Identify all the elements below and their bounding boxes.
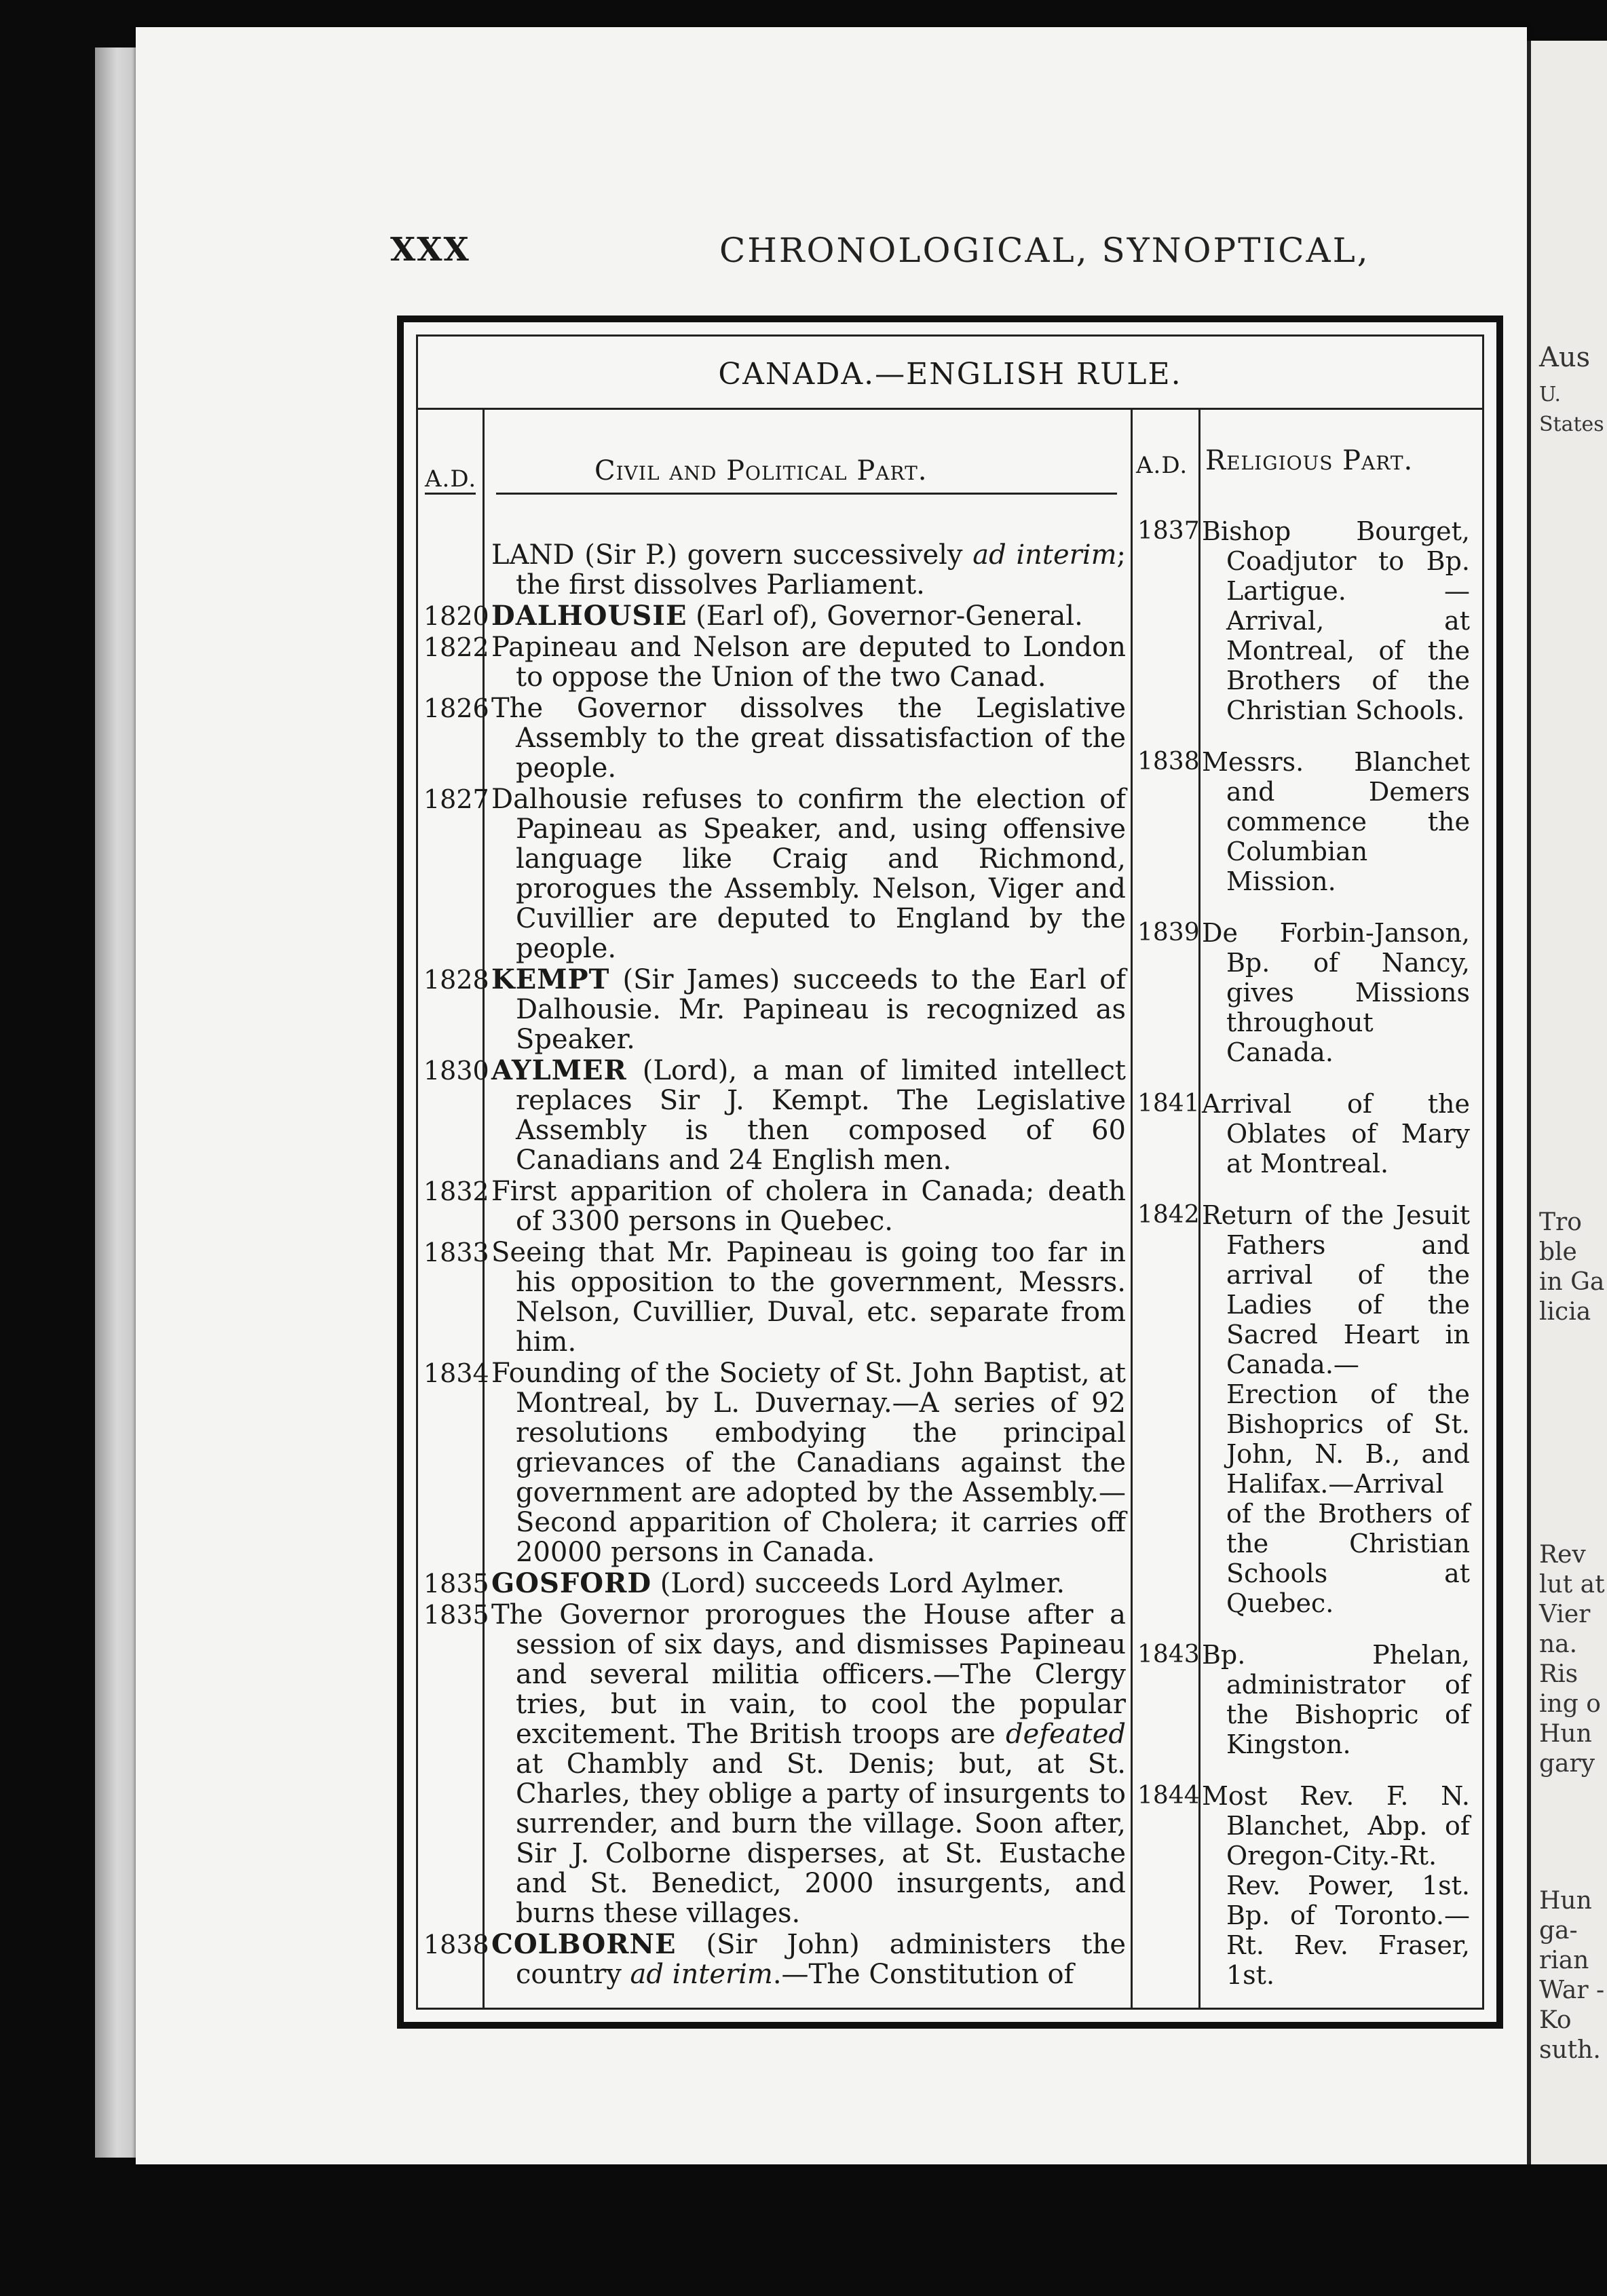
governor-name: KEMPT bbox=[491, 963, 610, 995]
entry-text: Most Rev. F. N. Blanchet, Abp. of Oregon-City.-Rt. Rev. Power, 1st. Bp. of Toronto.—Rt. Rev. Fraser, 1st. bbox=[1202, 1781, 1470, 1990]
entry-text bbox=[491, 1176, 1126, 1236]
list-item bbox=[423, 1569, 1126, 1599]
entry-text: De Forbin-Janson, Bp. of Nancy, gives Missions throughout Canada. bbox=[1202, 918, 1470, 1067]
list-item bbox=[423, 1358, 1126, 1567]
entry-text-segment: (Sir John) administers the country bbox=[516, 1929, 1126, 1990]
list-item bbox=[1137, 1640, 1470, 1780]
column-header-ad: A.D. bbox=[425, 465, 477, 493]
entry-year: 1835 bbox=[423, 1569, 489, 1599]
entry-text-segment: Founding of the Society of St. John Baptist, at Montreal, by L. Duvernay.—A series of 92 resolutions embodying the principal grievances of the Canadians against the government are adopted by the Assembly.—Second apparition of Cholera; it carries off 20000 persons in Canada. bbox=[491, 1358, 1126, 1568]
list-item bbox=[423, 1176, 1126, 1236]
entry-year: 1828 bbox=[423, 965, 489, 995]
column-header-civil: Civil and Political Part. bbox=[594, 455, 928, 486]
entry-text bbox=[491, 1056, 1126, 1175]
entry-text-segment: Seeing that Mr. Papineau is going too far in his opposition to the government, Messrs. Nelson, Cuvillier, Duval, etc. separate from him. bbox=[491, 1237, 1126, 1358]
entry-year: 1830 bbox=[423, 1056, 489, 1086]
entry-text: Return of the Jesuit Fathers and arrival of the Ladies of the Sacred Heart in Canada.—Erection of the Bishoprics of St. John, N. B., and Halifax.—Arrival of the Brothers of the Christian Schools at Quebec. bbox=[1202, 1200, 1470, 1618]
list-item bbox=[1137, 1089, 1470, 1199]
entry-text: Messrs. Blanchet and Demers commence the Columbian Mission. bbox=[1202, 747, 1470, 896]
entry-year: 1844 bbox=[1137, 1782, 1200, 1810]
religious-column bbox=[1137, 516, 1470, 2012]
entry-text-segment: Papineau and Nelson are deputed to London to oppose the Union of the two Canad. bbox=[491, 632, 1126, 693]
entry-text-segment: .—The Constitution of bbox=[772, 1959, 1074, 1990]
chronology-table bbox=[397, 315, 1503, 2029]
entry-text-segment: defeated bbox=[1006, 1719, 1126, 1750]
header-rule bbox=[425, 493, 476, 495]
header-rule bbox=[496, 493, 1117, 495]
entry-text: Bp. Phelan, administrator of the Bishopric of Kingston. bbox=[1202, 1640, 1470, 1759]
entry-text: Arrival of the Oblates of Mary at Montreal. bbox=[1202, 1089, 1470, 1179]
entry-text-segment: ; the first dissolves Parliament. bbox=[516, 539, 1127, 600]
civil-political-column bbox=[423, 540, 1126, 1991]
list-item bbox=[423, 784, 1126, 963]
list-item bbox=[1137, 747, 1470, 917]
list-item bbox=[423, 632, 1126, 692]
entry-year: 1827 bbox=[423, 784, 489, 814]
governor-name: COLBORNE bbox=[491, 1928, 677, 1960]
entry-year: 1842 bbox=[1137, 1201, 1200, 1229]
entry-year: 1826 bbox=[423, 693, 489, 723]
list-item bbox=[1137, 918, 1470, 1088]
column-header-religious: Religious Part. bbox=[1205, 445, 1414, 476]
entry-text-segment: at Chambly and St. Denis; but, at St. Charles, they oblige a party of insurgents to surrender, and burn the village. Soon after, Sir J. Colborne disperses, at St. Eustache and St. Benedict, 2000 insurgents, and burns these villages. bbox=[516, 1748, 1126, 1929]
governor-name: GOSFORD bbox=[491, 1567, 652, 1599]
column-header-ad: A.D. bbox=[1136, 452, 1188, 479]
entry-text bbox=[491, 601, 1126, 631]
section-title: CANADA.—ENGLISH RULE. bbox=[718, 357, 1182, 391]
entry-text bbox=[491, 1569, 1126, 1599]
entry-text bbox=[491, 965, 1126, 1054]
page-number: XXX bbox=[390, 231, 470, 269]
entry-text-segment: (Lord) succeeds Lord Aylmer. bbox=[651, 1568, 1065, 1599]
column-divider bbox=[1131, 408, 1133, 2008]
entry-text bbox=[491, 632, 1126, 692]
facing-page-fragment: Tro ble in Ga licia bbox=[1539, 1208, 1605, 1326]
entry-year: 1838 bbox=[1137, 748, 1200, 776]
entry-year: 1822 bbox=[423, 632, 489, 662]
entry-text-segment: (Lord), a man of limited intellect replaces Sir J. Kempt. The Legislative Assembly is then composed of 60 Canadians and 24 English men. bbox=[516, 1055, 1126, 1176]
list-item bbox=[1137, 516, 1470, 746]
entry-year: 1837 bbox=[1137, 517, 1200, 545]
governor-name: AYLMER bbox=[491, 1054, 627, 1086]
entry-text bbox=[491, 540, 1126, 600]
entry-year: 1843 bbox=[1137, 1641, 1200, 1668]
entry-text bbox=[491, 784, 1126, 963]
entry-year: 1841 bbox=[1137, 1090, 1200, 1117]
entry-text-segment: Dalhousie refuses to confirm the election of Papineau as Speaker, and, using offensive language like Craig and Richmond, prorogues the Assembly. Nelson, Viger and Cuvillier are deputed to England by the people. bbox=[491, 784, 1126, 964]
entry-text bbox=[491, 1930, 1126, 1989]
entry-year: 1839 bbox=[1137, 919, 1200, 946]
entry-text bbox=[491, 1238, 1126, 1357]
list-item bbox=[1137, 1781, 1470, 2010]
entry-text-segment: LAND (Sir P.) govern successively bbox=[491, 539, 973, 571]
list-item bbox=[423, 1600, 1126, 1928]
entry-text-segment: ad interim bbox=[630, 1959, 773, 1990]
running-head: CHRONOLOGICAL, SYNOPTICAL, bbox=[719, 231, 1370, 270]
entry-text-segment: The Governor dissolves the Legislative Assembly to the great dissatisfaction of the people. bbox=[491, 693, 1126, 784]
list-item bbox=[423, 1930, 1126, 1989]
list-item bbox=[423, 965, 1126, 1054]
facing-page bbox=[1527, 41, 1607, 2164]
list-item bbox=[423, 601, 1126, 631]
table-inner-border bbox=[416, 334, 1484, 2010]
list-item bbox=[423, 693, 1126, 783]
entry-text: Bishop Bourget, Coadjutor to Bp. Lartigue. —Arrival, at Montreal, of the Brothers of the Christian Schools. bbox=[1202, 516, 1470, 725]
list-item bbox=[423, 540, 1126, 600]
facing-page-column-label: U. States bbox=[1539, 383, 1604, 436]
entry-text-segment: First apparition of cholera in Canada; death of 3300 persons in Quebec. bbox=[491, 1176, 1126, 1237]
list-item bbox=[423, 1056, 1126, 1175]
entry-year: 1833 bbox=[423, 1238, 489, 1267]
entry-text bbox=[491, 1358, 1126, 1567]
entry-year: 1834 bbox=[423, 1358, 489, 1388]
facing-page-heading: Aus bbox=[1539, 342, 1591, 373]
entry-text-segment: The Governor prorogues the House after a session of six days, and dismisses Papineau and several militia officers.—The Clergy tries, but in vain, to cool the popular excitement. The British troops are bbox=[491, 1599, 1126, 1750]
entry-text-segment: (Earl of), Governor-General. bbox=[687, 600, 1083, 632]
entry-year: 1835 bbox=[423, 1600, 489, 1630]
title-rule bbox=[418, 408, 1482, 410]
facing-page-fragment: Hun ga- rian War -Ko suth. bbox=[1539, 1887, 1605, 2064]
entry-text-segment: ad interim bbox=[972, 539, 1117, 571]
entry-text-segment: (Sir James) succeeds to the Earl of Dalhousie. Mr. Papineau is recognized as Speaker. bbox=[516, 964, 1126, 1055]
entry-year: 1832 bbox=[423, 1176, 489, 1206]
facing-page-fragment: Rev lut at Vier na. Ris ing o Hun gary bbox=[1539, 1541, 1605, 1778]
entry-text bbox=[491, 1600, 1126, 1928]
entry-year: 1838 bbox=[423, 1930, 489, 1959]
entry-year: 1820 bbox=[423, 601, 489, 631]
entry-text bbox=[491, 693, 1126, 783]
list-item bbox=[1137, 1200, 1470, 1639]
governor-name: DALHOUSIE bbox=[491, 600, 687, 632]
list-item bbox=[423, 1238, 1126, 1357]
